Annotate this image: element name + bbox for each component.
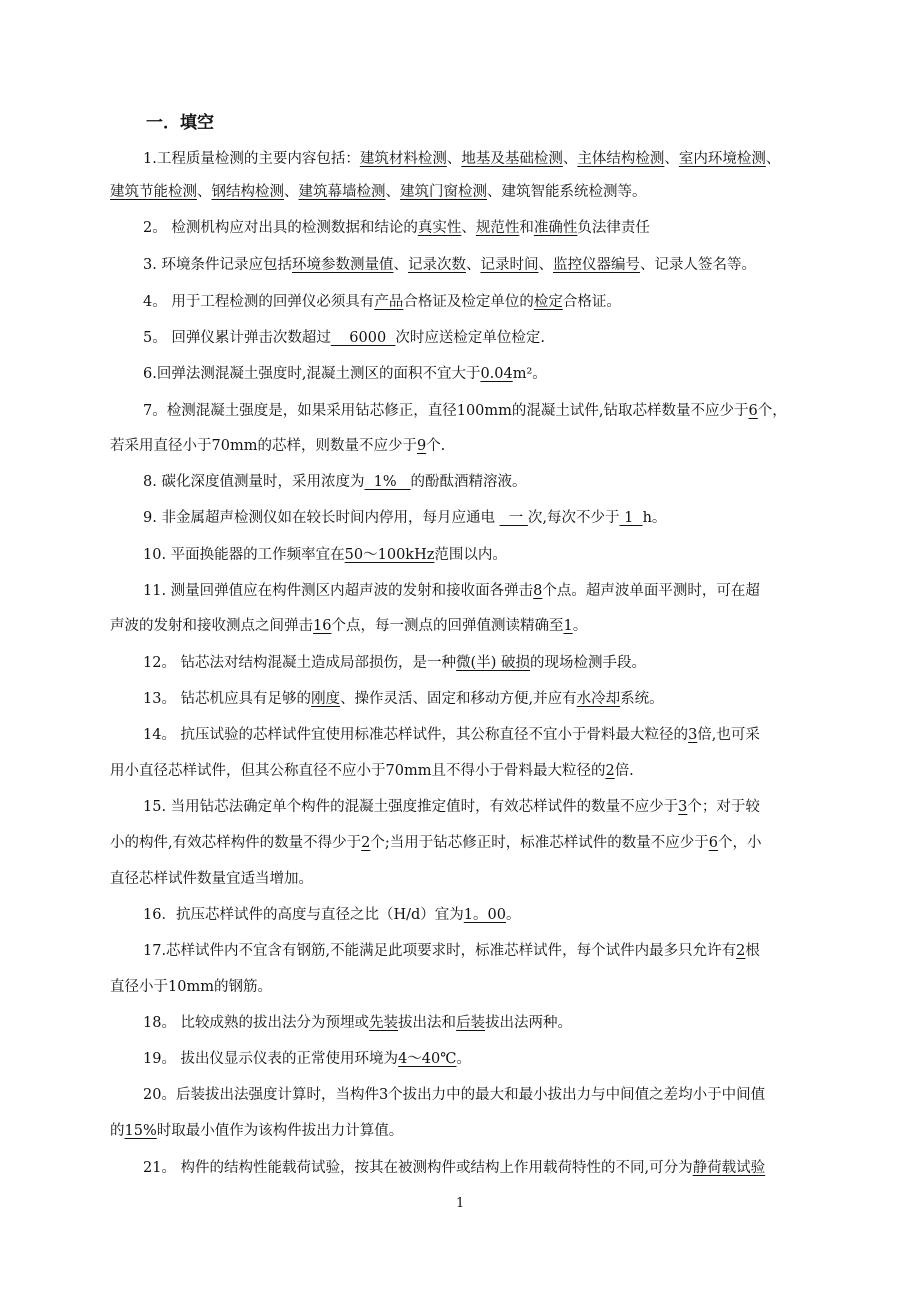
text: 17.芯样试件内不宜含有钢筋,不能满足此项要求时，标准芯样试件，每个试件内最多只允许有 <box>143 943 737 959</box>
answer: 6 <box>708 835 718 851</box>
question-3 <box>143 255 756 275</box>
question-15-line-1 <box>143 797 760 817</box>
text: 13。 钻芯机应具有足够的 <box>143 691 312 707</box>
text: 个点。超声波单面平测时，可在超 <box>542 583 760 599</box>
text: 的酚酞酒精溶液。 <box>410 474 527 490</box>
text: 范围以内。 <box>434 547 507 563</box>
answer: 1 <box>619 510 643 526</box>
answer: 建筑节能检测 <box>110 184 197 200</box>
text: 。 <box>505 907 521 923</box>
text: 、 <box>562 151 578 167</box>
text: 20。后装拔出法强度计算时，当构件3个拔出力中的最大和最小拔出力与中间值之差均小于中间值 <box>143 1087 766 1103</box>
answer: 真实性 <box>417 220 462 236</box>
answer: 钢结构检测 <box>211 184 284 200</box>
text: 的现场检测手段。 <box>530 655 646 671</box>
text: 个;当用于钻芯修正时，标准芯样试件的数量不应少于 <box>370 835 709 851</box>
text: 倍,也可采 <box>697 727 760 743</box>
text: 15. 当用钻芯法确定单个构件的混凝土强度推定值时，有效芯样试件的数量不应少于 <box>143 799 679 815</box>
question-4 <box>143 292 621 312</box>
question-11-line-1 <box>143 581 760 601</box>
answer: 记录次数 <box>407 257 466 273</box>
text: 个. <box>426 438 446 454</box>
question-2 <box>143 218 650 238</box>
answer: 监控仪器编号 <box>552 257 640 273</box>
answer: 主体结构检测 <box>577 151 665 167</box>
answer: 建筑门窗检测 <box>400 184 487 200</box>
answer: 一 <box>499 510 528 526</box>
question-5 <box>143 328 545 348</box>
answer: 微(半) 破损 <box>456 655 530 671</box>
text: 、 <box>765 151 781 167</box>
question-12 <box>143 653 646 673</box>
text: 的 <box>110 1123 125 1139</box>
text: 6.回弹法测混凝土强度时,混凝土测区的面积不宜大于 <box>143 366 481 382</box>
text: 、 <box>385 184 400 200</box>
text: 3. 环境条件记录应包括 <box>143 257 292 273</box>
answer: 记录时间 <box>480 257 539 273</box>
text: 。 <box>456 1051 471 1067</box>
text: 12。 钻芯法对结构混凝土造成局部损伤，是一种 <box>143 655 457 671</box>
question-15-line-2 <box>110 833 761 853</box>
question-1-line-2 <box>110 182 647 202</box>
answer: 1% <box>364 474 411 490</box>
answer: 50～100kHz <box>344 547 435 563</box>
text: 、 <box>284 184 299 200</box>
text: 、记录人签名等。 <box>639 257 756 273</box>
question-7-line-1 <box>143 401 787 421</box>
text: 个点，每一测点的回弹值测读精确至 <box>331 618 564 634</box>
answer: 建筑材料检测 <box>359 151 447 167</box>
answer: 8 <box>533 583 543 599</box>
answer: 环境参数测量值 <box>291 257 394 273</box>
text: 次,每次不少于 <box>527 510 620 526</box>
answer: 地基及基础检测 <box>461 151 563 167</box>
question-6 <box>143 364 547 384</box>
answer: 3 <box>678 799 688 815</box>
text: 14。 抗压试验的芯样试件宜使用标准芯样试件，其公称直径不宜小于骨料最大粒径的 <box>143 727 689 743</box>
question-16 <box>143 905 520 925</box>
answer: 3 <box>688 727 698 743</box>
answer: 16 <box>313 618 332 634</box>
answer: 0.04 <box>480 366 513 382</box>
text: 合格证及检定单位的 <box>403 294 534 310</box>
text: 、 <box>461 220 476 236</box>
question-20-line-1 <box>143 1085 765 1105</box>
text: 个，小 <box>717 835 762 851</box>
text: 拔出法两种。 <box>485 1015 573 1031</box>
question-1-line-1 <box>143 149 780 169</box>
question-18 <box>143 1013 572 1033</box>
text: 、 <box>465 257 481 273</box>
answer: 规范性 <box>475 220 520 236</box>
answer: 静荷载试验 <box>692 1160 766 1176</box>
text: 小的构件,有效芯样构件的数量不得少于 <box>110 835 362 851</box>
answer: 9 <box>416 438 427 454</box>
text: 8. 碳化深度值测量时，采用浓度为 <box>143 474 365 490</box>
text: 4。 用于工程检测的回弹仪必须具有 <box>143 294 375 310</box>
text: 直径芯样试件数量宜适当增加。 <box>110 871 313 887</box>
text: 10. 平面换能器的工作频率宜在 <box>143 547 345 563</box>
text: m²。 <box>512 366 547 382</box>
question-21 <box>143 1158 765 1178</box>
question-10 <box>143 545 507 565</box>
question-8 <box>143 472 527 492</box>
question-17-line-1 <box>143 941 760 961</box>
question-19 <box>143 1049 471 1069</box>
question-17-line-2 <box>110 977 272 997</box>
text: 系统。 <box>620 691 664 707</box>
text: 、 <box>393 257 408 273</box>
answer: 2 <box>736 943 746 959</box>
text: 、 <box>664 151 679 167</box>
answer: 1 <box>563 618 573 634</box>
question-13 <box>143 689 664 709</box>
text: 、操作灵活、固定和移动方便,并应有 <box>340 691 577 707</box>
text: 2。 检测机构应对出具的检测数据和结论的 <box>143 220 418 236</box>
answer: 4～40℃ <box>398 1051 457 1067</box>
text: 倍. <box>614 763 634 779</box>
text: 个， <box>757 403 787 419</box>
text: h。 <box>642 510 667 526</box>
text: 7。检测混凝土强度是，如果采用钻芯修正，直径100mm的混凝土试件,钻取芯样数量不应少于 <box>143 403 749 419</box>
question-20-line-2 <box>110 1121 403 1141</box>
answer: 1。00 <box>463 907 506 923</box>
text: 、 <box>538 257 553 273</box>
answer: 刚度 <box>311 691 341 707</box>
text: 用小直径芯样试件，但其公称直径不应小于70mm且不得小于骨料最大粒径的 <box>110 763 606 779</box>
answer: 2 <box>605 763 615 779</box>
question-7-line-2 <box>110 436 445 456</box>
question-11-line-2 <box>110 616 587 636</box>
text: 16．抗压芯样试件的高度与直径之比（H/d）宜为 <box>143 907 464 923</box>
text: 直径小于10mm的钢筋。 <box>110 979 272 995</box>
text: 、建筑智能系统检测等。 <box>487 184 647 200</box>
text: 5。 回弹仪累计弹击次数超过 <box>143 330 331 346</box>
text: 、 <box>197 184 212 200</box>
question-15-line-3 <box>110 869 313 889</box>
text: 。 <box>572 618 588 634</box>
section-title: 一．填空 <box>146 113 214 133</box>
answer: 产品 <box>374 294 404 310</box>
question-14-line-2 <box>110 761 634 781</box>
answer: 15% <box>124 1123 157 1139</box>
text: 若采用直径小于70mm的芯样，则数量不应少于 <box>110 438 417 454</box>
answer: 建筑幕墙检测 <box>298 184 386 200</box>
text: 次时应送检定单位检定. <box>395 330 546 346</box>
text: 时取最小值作为该构件拔出力计算值。 <box>156 1123 404 1139</box>
answer: 6000 <box>330 330 396 346</box>
answer: 水冷却 <box>576 691 621 707</box>
text: 声波的发射和接收测点之间弹击 <box>110 618 313 634</box>
answer: 先装 <box>369 1015 399 1031</box>
text: 、 <box>446 151 462 167</box>
text: 18。 比较成熟的拔出法分为预埋或 <box>143 1015 370 1031</box>
answer: 准确性 <box>533 220 578 236</box>
answer: 室内环境检测 <box>678 151 766 167</box>
page-number: 1 <box>456 1196 465 1211</box>
text: 合格证。 <box>562 294 621 310</box>
text: 19。 拔出仪显示仪表的正常使用环境为 <box>143 1051 399 1067</box>
text: 根 <box>745 943 760 959</box>
text: 9. 非金属超声检测仪如在较长时间内停用，每月应通电 <box>143 510 500 526</box>
text: 21。 构件的结构性能载荷试验，按其在被测构件或结构上作用载荷特性的不同,可分为 <box>143 1160 693 1176</box>
text: 1.工程质量检测的主要内容包括： <box>143 151 360 167</box>
answer: 后装 <box>456 1015 486 1031</box>
text: 个；对于较 <box>687 799 760 815</box>
text: 和 <box>519 220 534 236</box>
question-14-line-1 <box>143 725 760 745</box>
answer: 2 <box>361 835 371 851</box>
question-9 <box>143 508 666 528</box>
text: 负法律责任 <box>577 220 650 236</box>
answer: 检定 <box>533 294 563 310</box>
text: 11. 测量回弹值应在构件测区内超声波的发射和接收面各弹击 <box>143 583 534 599</box>
answer: 6 <box>748 403 758 419</box>
text: 拔出法和 <box>398 1015 457 1031</box>
